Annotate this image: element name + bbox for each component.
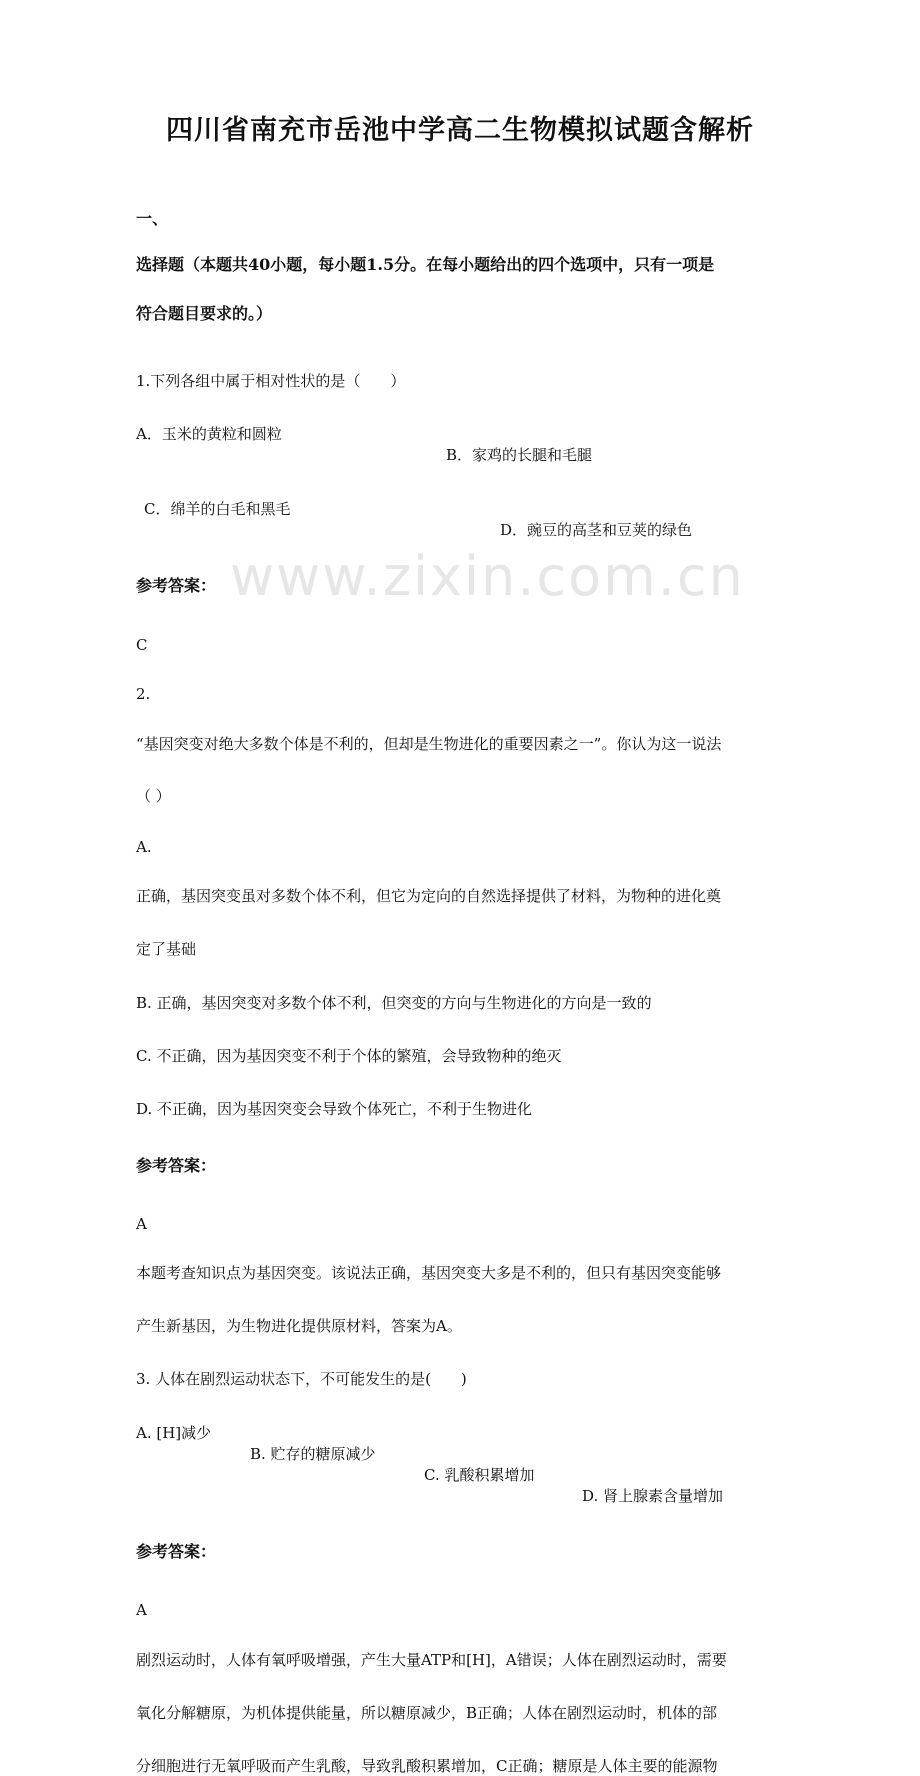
q3-explanation-line2: 氧化分解糖原，为机体提供能量，所以糖原减少，B正确；人体在剧烈运动时，机体的部 [136,1704,718,1722]
q2-option-b: B. 正确，基因突变对多数个体不利，但突变的方向与生物进化的方向是一致的 [136,994,652,1012]
q3-explanation-line3: 分细胞进行无氧呼吸而产生乳酸，导致乳酸积累增加，C正确；糖原是人体主要的能源物 [136,1757,718,1775]
q2-option-a-line2: 定了基础 [136,940,197,958]
q2-number: 2. [136,685,151,703]
q1-option-b: B．家鸡的长腿和毛腿 [446,446,593,464]
q3-explanation-line1: 剧烈运动时，人体有氧呼吸增强，产生大量ATP和[H]，A错误；人体在剧烈运动时，需要 [136,1651,727,1669]
q2-option-a-label: A. [136,838,152,856]
q3-option-c: C. 乳酸积累增加 [424,1466,535,1484]
q2-answer-label: 参考答案： [136,1156,217,1175]
q1-option-a: A．玉米的黄粒和圆粒 [136,425,282,443]
q1-stem: 1.下列各组中属于相对性状的是（ ） [136,372,406,390]
section-heading-line1: 选择题（本题共40小题，每小题1.5分。在每小题给出的四个选项中，只有一项是 [136,255,715,274]
q1-option-d: D．豌豆的高茎和豆荚的绿色 [500,521,693,539]
q3-option-a: A. [H]减少 [136,1424,212,1442]
q3-stem: 3. 人体在剧烈运动状态下，不可能发生的是( ) [136,1370,467,1388]
q2-explanation-line1: 本题考查知识点为基因突变。该说法正确，基因突变大多是不利的，但只有基因突变能够 [136,1264,722,1282]
q3-option-b: B. 贮存的糖原减少 [250,1445,376,1463]
watermark: www.zixin.com.cn [230,545,745,608]
q2-option-d: D. 不正确，因为基因突变会导致个体死亡，不利于生物进化 [136,1100,533,1118]
q3-answer: A [136,1601,147,1619]
q1-answer: C [136,636,148,654]
q3-answer-label: 参考答案： [136,1542,217,1561]
document-title: 四川省南充市岳池中学高二生物模拟试题含解析 [166,115,754,146]
q2-option-a-line1: 正确，基因突变虽对多数个体不利，但它为定向的自然选择提供了材料，为物种的进化奠 [136,887,722,905]
q2-answer: A [136,1215,147,1233]
q1-option-c: C．绵羊的白毛和黑毛 [144,500,291,518]
q2-stem-line2: （ ） [136,787,171,805]
section-number: 一、 [136,209,169,228]
q2-stem-line1: “基因突变对绝大多数个体是不利的，但却是生物进化的重要因素之一”。你认为这一说法 [136,735,722,753]
q3-option-d: D. 肾上腺素含量增加 [582,1487,724,1505]
q2-explanation-line2: 产生新基因，为生物进化提供原材料，答案为A。 [136,1317,462,1335]
section-heading-line2: 符合题目要求的。） [136,304,273,323]
q2-option-c: C. 不正确，因为基因突变不利于个体的繁殖，会导致物种的绝灭 [136,1047,562,1065]
q1-answer-label: 参考答案： [136,576,217,595]
